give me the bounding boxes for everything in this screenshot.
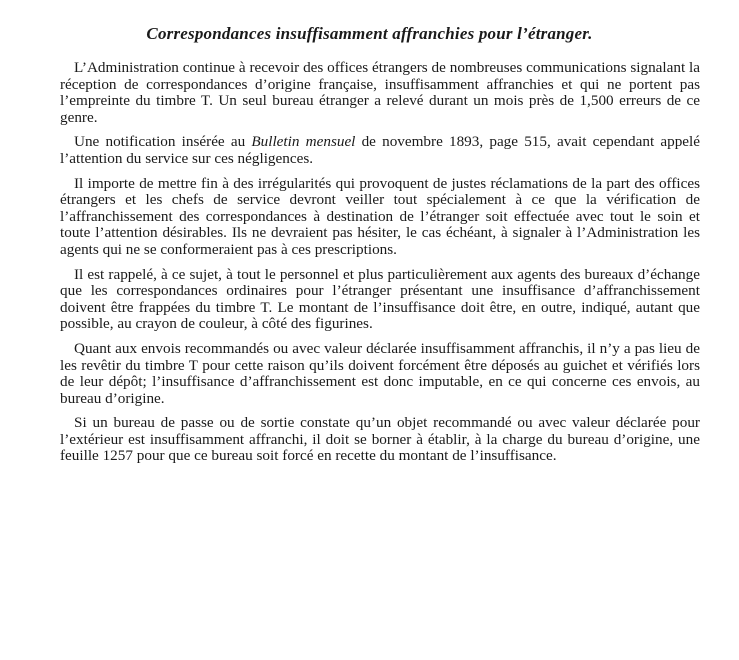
paragraph-6: Si un bureau de passe ou de sortie constate qu’un objet recommandé ou avec valeur déclarée pour l’extérieur est insuffisamment affranchi, il doit se borner à établir, à la charge du bureau d’origine, une feuille 1257 pour que ce bureau soit forcé en recette du montant de l’insuffisance.: [60, 414, 700, 465]
paragraph-2: [60, 134, 700, 167]
document-body: [60, 60, 700, 473]
paragraph-2-before: Une notification insérée au: [74, 133, 252, 151]
paragraph-2-after: de novembre 1893, page 515, avait cependant appelé l’attention du service sur ces négligences.: [60, 133, 701, 167]
paragraph-1: L’Administration continue à recevoir des offices étrangers de nombreuses communications signalant la réception de correspondances d’origine française, insuffisamment affranchies et qui ne portent pas l’empreinte du timbre T. Un seul bureau étranger a relevé durant un mois près de 1,500 erreurs de ce genre.: [60, 59, 700, 126]
paragraph-4: Il est rappelé, à ce sujet, à tout le personnel et plus particulièrement aux agents des bureaux d’échange que les correspondances ordinaires pour l’étranger présentant une insuffisance d’affranchissement doivent être frappées du timbre T. Le montant de l’insuffisance doit être, en outre, indiqué, autant que possible, au crayon de couleur, à côté des figurines.: [60, 265, 700, 333]
bulletin-mensuel-italic: Bulletin mensuel: [251, 133, 356, 151]
paragraph-3: Il importe de mettre fin à des irrégularités qui provoquent de justes réclamations de la part des offices étrangers et les chefs de service devront veiller tout spécialement à ce que la vérification de l’affranchissement des correspondances à destination de l’étranger soit effectuée avec tout le soin et toute l’attention désirables. Ils ne devraient pas hésiter, le cas échéant, à signaler à l’Administration les agents qui ne se conformeraient pas à ces prescriptions.: [60, 174, 700, 258]
document-title: Correspondances insuffisamment affranchies pour l’étranger.: [146, 24, 593, 43]
paragraph-5: Quant aux envois recommandés ou avec valeur déclarée insuffisamment affranchis, il n’y a pas lieu de les revêtir du timbre T pour cette raison qu’ils doivent forcément être déposés au guichet et vérifiés lors de leur dépôt; l’insuffisance d’affranchissement est donc imputable, en ce qui concerne ces envois, au bureau d’origine.: [60, 339, 700, 407]
